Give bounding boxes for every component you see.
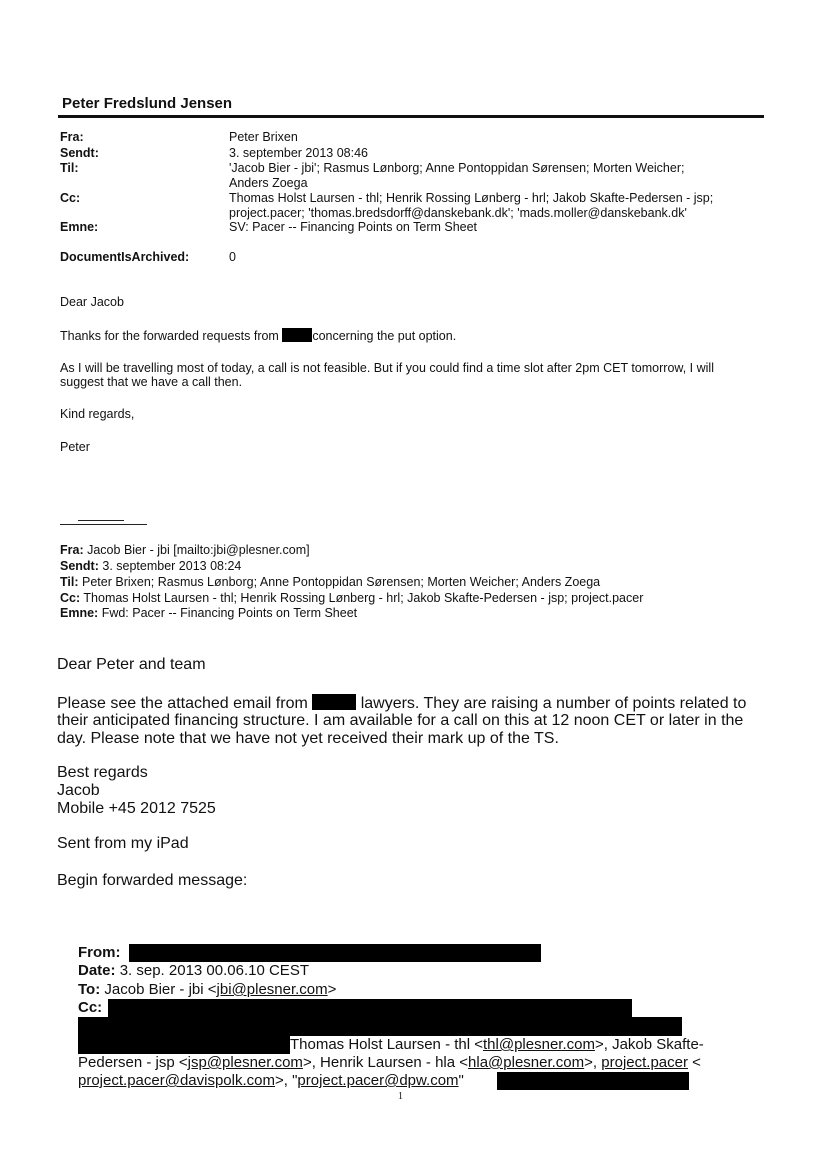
header-rule (58, 115, 764, 118)
quoted-cc-l5-a: >, " (274, 1072, 298, 1089)
quoted-cc-l4-a: Pedersen - jsp < (78, 1054, 188, 1071)
quoted-cc-l4-d: < (687, 1054, 701, 1071)
fwd-emne-label: Emne: (60, 606, 99, 620)
quoted-to-b: > (327, 981, 337, 998)
quoted-cc-line-5 (78, 1072, 464, 1089)
sendt-label: Sendt: (60, 146, 99, 160)
reply-greeting: Dear Jacob (60, 295, 124, 309)
quoted-to-label: To: (78, 981, 101, 998)
til-label: Til: (60, 161, 79, 175)
message-line-1 (57, 694, 746, 713)
separator-line-upper (78, 520, 124, 521)
sendt-value: 3. september 2013 08:46 (229, 146, 368, 160)
reply-paragraph-1 (60, 328, 456, 343)
quoted-from-line (78, 944, 121, 961)
quoted-cc-line (78, 999, 102, 1016)
quoted-cc-dpw-email-link[interactable]: project.pacer@dpw.com (297, 1072, 459, 1089)
emne-label: Emne: (60, 220, 99, 234)
redaction-block (78, 1036, 290, 1054)
fra-value: Peter Brixen (229, 130, 298, 144)
quoted-cc-jsp-email-link[interactable]: jsp@plesner.com (187, 1054, 303, 1071)
fwd-sendt-label: Sendt: (60, 559, 99, 573)
redaction-block (108, 999, 632, 1017)
message-line-1-b: lawyers. They are raising a number of points related to (356, 695, 747, 712)
cc-value-line2: project.pacer; 'thomas.bredsdorff@danskebank.dk'; 'mads.moller@danskebank.dk' (229, 206, 687, 220)
quoted-cc-l3-a: Thomas Holst Laursen - thl < (290, 1036, 484, 1053)
message-line-1-a: Please see the attached email from (57, 695, 313, 712)
quoted-cc-line-3 (290, 1036, 704, 1053)
reply-paragraph-2-line2: suggest that we have a call then. (60, 375, 243, 389)
message-sender-name: Jacob (57, 782, 100, 799)
reply-paragraph-2-line1: As I will be travelling most of today, a call is not feasible. But if you could find a time slot after 2pm CET tomorrow, I will (60, 361, 714, 375)
redaction-block (312, 694, 356, 710)
reply-closing: Kind regards, (60, 407, 135, 421)
quoted-cc-l4-c: >, (584, 1054, 602, 1071)
message-sent-from: Sent from my iPad (57, 835, 189, 852)
til-value-line2: Anders Zoega (229, 176, 308, 190)
quoted-to-a: Jacob Bier - jbi < (104, 981, 217, 998)
reply-p1-part-b: concerning the put option. (312, 329, 457, 343)
fwd-sendt-line (60, 559, 241, 573)
message-best-regards: Best regards (57, 764, 148, 781)
fwd-til-value: Peter Brixen; Rasmus Lønborg; Anne Pontoppidan Sørensen; Morten Weicher; Anders Zoega (82, 575, 601, 589)
fra-label: Fra: (60, 130, 84, 144)
archived-value: 0 (229, 250, 236, 264)
quoted-date-label: Date: (78, 962, 116, 979)
til-value-line1: 'Jacob Bier - jbi'; Rasmus Lønborg; Anne Pontoppidan Sørensen; Morten Weicher; (229, 161, 685, 175)
message-begin-forwarded: Begin forwarded message: (57, 872, 248, 889)
quoted-cc-davispolk-email-link[interactable]: project.pacer@davispolk.com (78, 1072, 275, 1089)
quoted-to-line (78, 981, 336, 998)
fwd-til-label: Til: (60, 575, 79, 589)
fwd-sendt-value: 3. september 2013 08:24 (102, 559, 242, 573)
cc-value-line1: Thomas Holst Laursen - thl; Henrik Rossing Lønberg - hrl; Jakob Skafte-Pedersen - jsp; (229, 191, 714, 205)
quoted-cc-l5-b: " (458, 1072, 464, 1089)
separator-line (60, 524, 147, 525)
reply-p1-part-a: Thanks for the forwarded requests from (60, 329, 283, 343)
redaction-block (129, 944, 541, 962)
quoted-cc-hla-email-link[interactable]: hla@plesner.com (468, 1054, 585, 1071)
fwd-cc-line (60, 591, 643, 605)
quoted-cc-label: Cc: (78, 999, 103, 1016)
redaction-block (497, 1072, 689, 1090)
quoted-cc-thl-email-link[interactable]: thl@plesner.com (483, 1036, 595, 1053)
fwd-emne-line (60, 606, 357, 620)
archived-label: DocumentIsArchived: (60, 250, 190, 264)
message-line-2: their anticipated financing structure. I am available for a call on this at 12 noon CET or later in the (57, 712, 744, 729)
quoted-cc-line-4 (78, 1054, 701, 1071)
quoted-cc-project-pacer-link[interactable]: project.pacer (601, 1054, 688, 1071)
quoted-to-email-link[interactable]: jbi@plesner.com (216, 981, 328, 998)
quoted-cc-l4-b: >, Henrik Laursen - hla < (302, 1054, 469, 1071)
fwd-cc-label: Cc: (60, 591, 81, 605)
message-greeting: Dear Peter and team (57, 656, 206, 673)
quoted-date-line (78, 962, 309, 979)
document-owner-name: Peter Fredslund Jensen (62, 95, 233, 112)
fwd-fra-value: Jacob Bier - jbi [mailto:jbi@plesner.com] (87, 543, 310, 557)
emne-value: SV: Pacer -- Financing Points on Term Sheet (229, 220, 478, 234)
message-line-3: day. Please note that we have not yet received their mark up of the TS. (57, 730, 559, 747)
fwd-til-line (60, 575, 600, 589)
reply-signature: Peter (60, 440, 90, 454)
quoted-from-label: From: (78, 944, 121, 961)
redaction-block (78, 1017, 682, 1036)
fwd-fra-line (60, 543, 310, 557)
quoted-date-value: 3. sep. 2013 00.06.10 CEST (119, 962, 309, 979)
page-number: 1 (398, 1091, 403, 1102)
fwd-fra-label: Fra: (60, 543, 84, 557)
cc-label: Cc: (60, 191, 81, 205)
redaction-block (282, 328, 312, 342)
message-mobile: Mobile +45 2012 7525 (57, 800, 216, 817)
fwd-emne-value: Fwd: Pacer -- Financing Points on Term Sheet (101, 606, 358, 620)
fwd-cc-value: Thomas Holst Laursen - thl; Henrik Rossing Lønberg - hrl; Jakob Skafte-Pedersen - jsp; project.pacer (83, 591, 644, 605)
quoted-cc-l3-b: >, Jakob Skafte- (594, 1036, 704, 1053)
